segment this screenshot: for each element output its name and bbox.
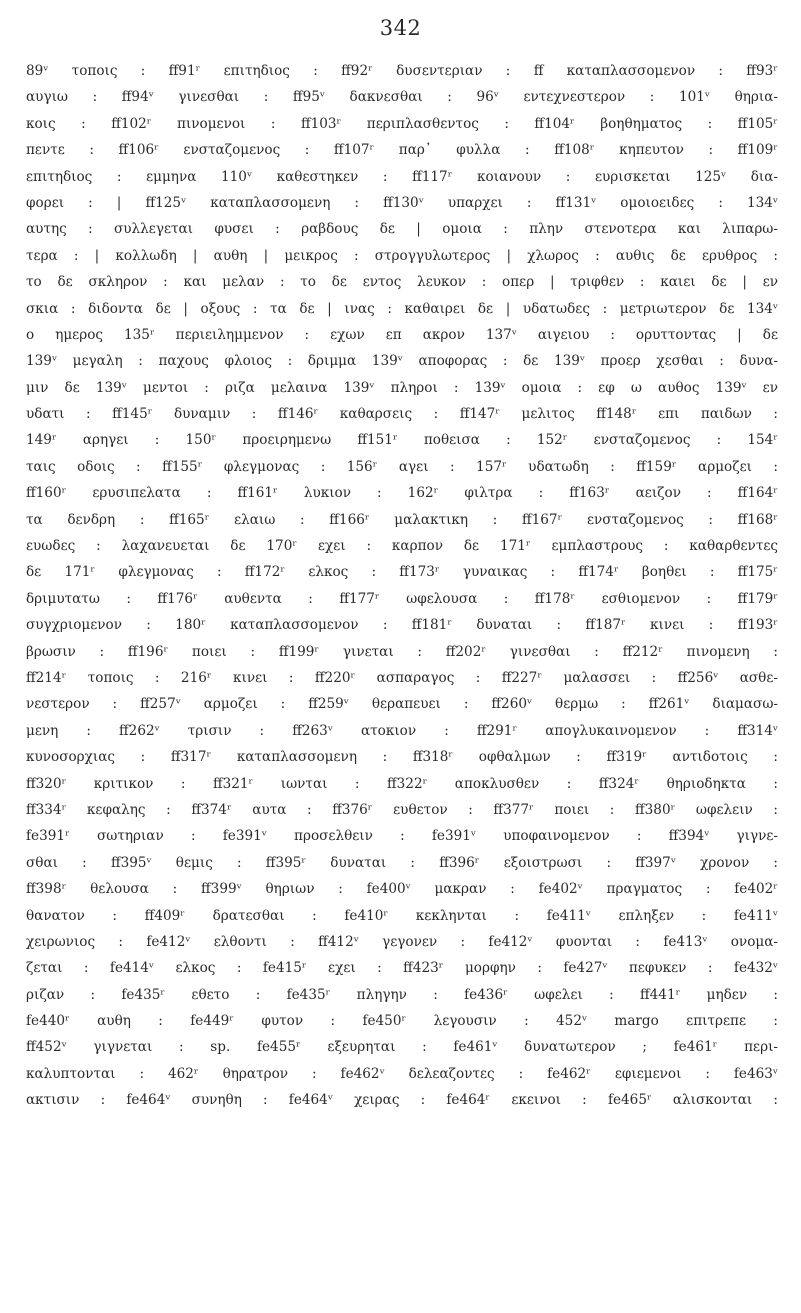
text-line: θανατον : ff409ʳ δρατεσθαι : fe410ʳ κεκληνται : fe411ᵛ επληξεν : fe411ᵛ [26, 907, 778, 924]
text-line: ff320ʳ κριτικον : ff321ʳ ιωνται : ff322ʳ αποκλυσθεν : ff324ʳ θηριοδηκτα : [26, 775, 778, 792]
text-line: νεστερον : ff257ᵛ αρμοζει : ff259ᵛ θεραπευει : ff260ᵛ θερμω : ff261ᵛ διαμασω- [26, 696, 778, 713]
text-line: ζεται : fe414ᵛ ελκος : fe415ʳ εχει : ff423ʳ μορφην : fe427ᵛ πεφυκεν : fe432ᵛ [26, 960, 778, 977]
text-body [26, 58, 778, 1298]
text-line: φορει : | ff125ᵛ καταπλασσομενη : ff130ᵛ υπαρχει : ff131ᵛ ομοιοειδες : 134ᵛ [26, 194, 778, 211]
text-line [26, 1193, 778, 1219]
text-line: ff398ʳ θελουσα : ff399ᵛ θηριων : fe400ᵛ μακραν : fe402ᵛ πραγματος : fe402ʳ [26, 881, 778, 898]
text-line: ff214ʳ τοποις : 216ʳ κινει : ff220ʳ ασπαραγος : ff227ʳ μαλασσει : ff256ᵛ ασθε- [26, 669, 778, 686]
text-line [26, 1219, 778, 1245]
text-line: τερα : | κολλωδη | αυθη | μεικρος : στρογγυλωτερος | χλωρος : αυθις δε ερυθρος : [26, 247, 778, 264]
text-line: 89ᵛ τοποις : ff91ʳ επιτηδιος : ff92ʳ δυσεντεριαν : ff καταπλασσομενον : ff93ʳ [26, 63, 778, 79]
text-line: χειρωνιος : fe412ᵛ ελθοντι : ff412ᵛ γεγονεν : fe412ᵛ φυονται : fe413ᵛ ονομα- [26, 933, 778, 950]
text-line: κυνοσορχιας : ff317ʳ καταπλασσομενη : ff318ʳ οφθαλμων : ff319ʳ αντιδοτοις : [26, 749, 778, 766]
text-line: δριμυτατω : ff176ʳ αυθεντα : ff177ʳ ωφελουσα : ff178ʳ εσθιομενον : ff179ʳ [26, 590, 778, 607]
text-line [26, 1272, 778, 1298]
text-line [26, 1166, 778, 1192]
text-line [26, 1140, 778, 1166]
text-line: αυγιω : ff94ᵛ γινεσθαι : ff95ᵛ δακνεσθαι : 96ᵛ εντεχνεστερον : 101ᵛ θηρια- [26, 89, 778, 106]
text-line: ταις οδοις : ff155ʳ φλεγμονας : 156ʳ αγει : 157ʳ υδατωδη : ff159ʳ αρμοζει : [26, 458, 778, 475]
text-line: 149ʳ αρηγει : 150ʳ προειρημενω ff151ʳ ποθεισα : 152ʳ ενσταζομενος : 154ʳ [26, 432, 778, 449]
text-line: μιν δε 139ᵛ μεντοι : ριζα μελαινα 139ᵛ πληροι : 139ᵛ ομοια : εφ ω αυθος 139ᵛ εν [26, 379, 778, 396]
text-line: σκια : διδοντα δε | οξους : τα δε | ινας : καθαιρει δε | υδατωδες : μετριωτερον δε 134ᵛ [26, 300, 778, 317]
text-line: το δε σκληρον : και μελαν : το δε εντος λευκον : οπερ | τριφθεν : καιει δε | εν [26, 274, 778, 291]
page-number: 342 [379, 16, 422, 40]
text-line: ακτισιν : fe464ᵛ συνηθη : fe464ᵛ χειρας : fe464ʳ εκεινοι : fe465ʳ αλισκονται : [26, 1092, 778, 1109]
text-line: fe440ʳ αυθη : fe449ʳ φυτον : fe450ʳ λεγουσιν : 452ᵛ margo επιτρεπε : [26, 1013, 778, 1030]
text-line: δε 171ʳ φλεγμονας : ff172ʳ ελκος : ff173ʳ γυναικας : ff174ʳ βοηθει : ff175ʳ [26, 564, 778, 581]
text-line: πεντε : ff106ʳ ενσταζομενος : ff107ʳ παρ᾽ φυλλα : ff108ʳ κηπευτον : ff109ʳ [26, 142, 778, 159]
text-line [26, 1246, 778, 1272]
text-line: υδατι : ff145ʳ δυναμιν : ff146ʳ καθαρσεις : ff147ʳ μελιτος ff148ʳ επι παιδων : [26, 406, 778, 423]
text-line: ριζαν : fe435ʳ εθετο : fe435ʳ πληγην : fe436ʳ ωφελει : ff441ʳ μηδεν : [26, 986, 778, 1003]
text-line: ff334ʳ κεφαλης : ff374ʳ αυτα : ff376ʳ ευθετον : ff377ʳ ποιει : ff380ʳ ωφελειν : [26, 801, 778, 818]
text-line: 139ᵛ μεγαλη : παχους φλοιος : δριμμα 139ᵛ αποφορας : δε 139ᵛ προερ χεσθαι : δυνα- [26, 353, 778, 370]
text-line: ο ημερος 135ʳ περιειλημμενον : εχων επ ακρον 137ᵛ αιγειου : ορυττοντας | δε [26, 326, 778, 343]
text-line: σθαι : ff395ᵛ θεμις : ff395ʳ δυναται : ff396ʳ εξοιστρωσι : ff397ᵛ χρονον : [26, 854, 778, 871]
text-line: βρωσιν : ff196ʳ ποιει : ff199ʳ γινεται : ff202ʳ γινεσθαι : ff212ʳ πινομενη : [26, 643, 778, 660]
text-line [26, 1114, 778, 1140]
text-line: fe391ʳ σωτηριαν : fe391ᵛ προσελθειν : fe391ᵛ υποφαινομενον : ff394ᵛ γιγνε- [26, 828, 778, 845]
text-line: ff452ᵛ γιγνεται : sp. fe455ʳ εξευρηται : fe461ᵛ δυνατωτερον ; fe461ʳ περι- [26, 1039, 778, 1056]
text-line: κοις : ff102ʳ πινομενοι : ff103ʳ περιπλασθεντος : ff104ʳ βοηθηματος : ff105ʳ [26, 115, 778, 132]
text-line: καλυπτονται : 462ʳ θηρατρον : fe462ᵛ δελεαζοντες : fe462ʳ εφιεμενοι : fe463ᵛ [26, 1065, 778, 1082]
text-line: επιτηδιος : εμμηνα 110ᵛ καθεστηκεν : ff117ʳ κοιανουν : ευρισκεται 125ᵛ δια- [26, 168, 778, 185]
text-line: ευωδες : λαχανευεται δε 170ʳ εχει : καρπον δε 171ʳ εμπλαστρους : καθαρθεντες [26, 538, 778, 555]
text-line: συγχριομενον : 180ʳ καταπλασσομενον : ff181ʳ δυναται : ff187ʳ κινει : ff193ʳ [26, 617, 778, 634]
text-line: αυτης : συλλεγεται φυσει : ραβδους δε | ομοια : πλην στενοτερα και λιπαρω- [26, 221, 778, 238]
text-line: μενη : ff262ᵛ τρισιν : ff263ᵛ ατοκιον : ff291ʳ απογλυκαινομενον : ff314ᵛ [26, 722, 778, 739]
text-line: τα δενδρη : ff165ʳ ελαιω : ff166ʳ μαλακτικη : ff167ʳ ενσταζομενος : ff168ʳ [26, 511, 778, 528]
text-line: ff160ʳ ερυσιπελατα : ff161ʳ λυκιον : 162ʳ φιλτρα : ff163ʳ αειζον : ff164ʳ [26, 485, 778, 502]
